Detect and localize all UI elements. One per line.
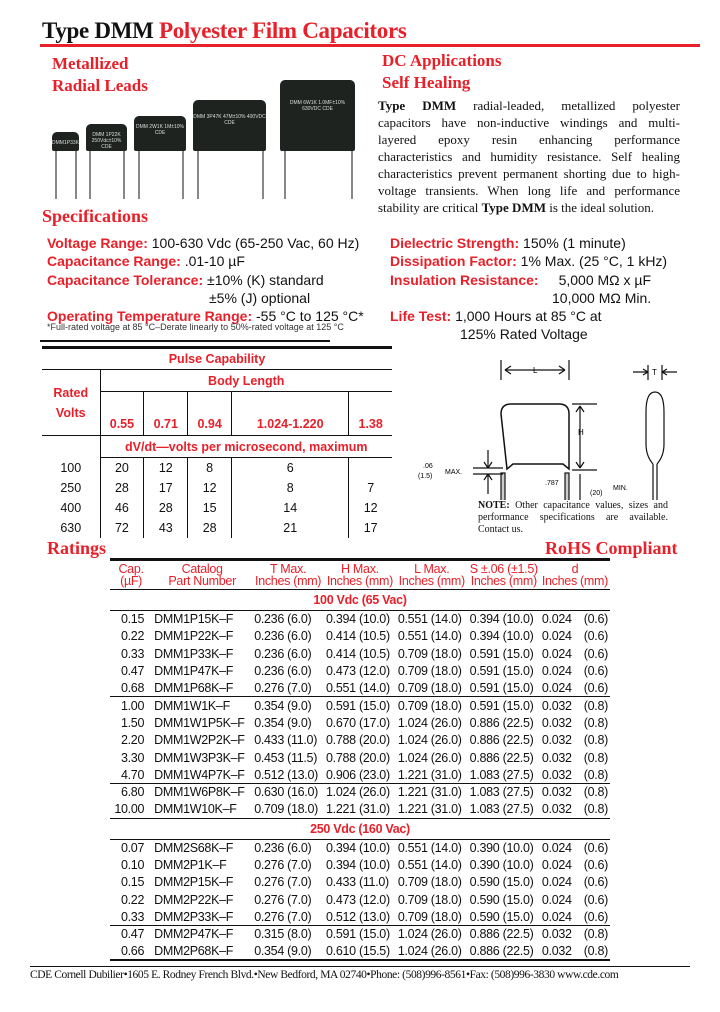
- s-spacing: 1.083 (27.5): [469, 767, 534, 782]
- d-mm: (0.6): [583, 875, 608, 890]
- dvdt-value: 6: [232, 458, 349, 478]
- column-header: [252, 560, 324, 590]
- l-max: 1.221 (31.0): [397, 767, 462, 782]
- column-header-unit: Inches (mm): [398, 574, 465, 588]
- spec-capacitance-tolerance: Capacitance Tolerance: ±10% (K) standard: [47, 272, 324, 288]
- table-row: [110, 645, 610, 662]
- body-length-value: 1.024-1.220: [232, 392, 349, 436]
- dvdt-value: 12: [349, 498, 392, 518]
- part-number: DMM1P15K–F: [154, 612, 234, 627]
- spec-tolerance-optional: ±5% (J) optional: [209, 290, 311, 306]
- dim-label-l: L: [533, 366, 538, 375]
- s-spacing: 0.591 (15.0): [469, 646, 534, 661]
- dvdt-value: 12: [144, 458, 188, 478]
- t-max: 0.276 (7.0): [254, 909, 312, 924]
- section-divider: [40, 340, 330, 342]
- dvdt-value: 8: [232, 478, 349, 498]
- dimension-diagram: [415, 360, 680, 500]
- d-inches: 0.032: [540, 926, 578, 943]
- pulse-table-title: Pulse Capability: [42, 348, 392, 370]
- rohs-compliant-heading: RoHS Compliant: [545, 538, 678, 558]
- part-number: DMM1P68K–F: [154, 681, 234, 696]
- d-mm: (0.8): [578, 926, 610, 943]
- pulse-row: [42, 458, 392, 478]
- s-spacing: 0.390 (10.0): [469, 858, 534, 872]
- part-number: DMM1P47K–F: [154, 664, 234, 679]
- part-number: DMM2P22K–F: [154, 892, 234, 907]
- l-max: 1.221 (31.0): [396, 783, 468, 800]
- d-inches: 0.024: [541, 629, 572, 644]
- table-row: [110, 628, 610, 645]
- dvdt-value: 15: [188, 498, 232, 518]
- cap-value: 0.07: [120, 840, 145, 855]
- pulse-row: [42, 478, 392, 498]
- h-max: 0.591 (15.0): [324, 926, 396, 943]
- spec-voltage-range: Voltage Range: 100-630 Vdc (65-250 Vac, 60 Hz): [47, 235, 360, 251]
- pulse-row: [42, 518, 392, 538]
- table-row: [110, 874, 610, 891]
- part-number: DMM1W1K–F: [152, 697, 252, 714]
- table-row: [110, 926, 610, 943]
- body-length-value: 0.71: [144, 392, 188, 436]
- body-length-header: Body Length: [100, 370, 392, 392]
- page-title: [42, 18, 407, 44]
- d-mm: (0.6): [583, 892, 608, 907]
- table-row: [110, 908, 610, 925]
- h-max: 1.024 (26.0): [324, 783, 396, 800]
- h-max: 0.512 (13.0): [326, 909, 390, 924]
- part-number: DMM1W4P7K–F: [154, 767, 245, 782]
- d-inches: 0.024: [541, 664, 572, 679]
- l-max: 0.551 (14.0): [397, 612, 462, 627]
- body-length-value: 0.94: [188, 392, 232, 436]
- d-inches: 0.024: [541, 612, 572, 627]
- l-max: 0.709 (18.0): [397, 664, 462, 679]
- t-max: 0.630 (16.0): [252, 783, 324, 800]
- pulse-row: [42, 498, 392, 518]
- dvdt-value: 17: [349, 518, 392, 538]
- note-text: Other capacitance values, sizes and performance specifications are available. Contact us.: [478, 500, 668, 535]
- cap-value: 0.68: [120, 681, 145, 696]
- cap-value: 3.30: [120, 750, 145, 765]
- column-header-line: Cap.: [118, 562, 144, 576]
- t-max: 0.354 (9.0): [252, 697, 324, 714]
- d-inches: 0.024: [541, 909, 572, 924]
- cap-value: 6.80: [110, 783, 152, 800]
- table-row: [110, 856, 610, 873]
- table-row: [110, 662, 610, 679]
- t-max: 0.276 (7.0): [254, 892, 312, 907]
- h-max: 0.670 (17.0): [326, 715, 390, 730]
- t-max: 0.236 (6.0): [254, 840, 312, 855]
- dvdt-value: 12: [188, 478, 232, 498]
- spec-capacitance-range: Capacitance Range: .01-10 µF: [47, 253, 245, 269]
- h-max: 0.414 (10.5): [326, 646, 390, 661]
- part-number: DMM2S68K–F: [154, 840, 234, 855]
- s-spacing: 0.886 (22.5): [468, 926, 540, 943]
- footer-contact: CDE Cornell Dubilier•1605 E. Rodney French Blvd.•New Bedford, MA 02740•Phone: (508)996-8561•Fax: (508)996-3830 www.cde.com: [30, 969, 619, 981]
- h-max: 0.473 (12.0): [326, 664, 390, 679]
- table-row: [110, 783, 610, 800]
- rated-volts-value: 630: [42, 518, 100, 538]
- d-mm: (0.6): [583, 858, 608, 872]
- d-inches: 0.032: [541, 943, 572, 958]
- part-number: DMM1W10K–F: [154, 802, 237, 817]
- capacitor-marking: DMM1P33K: [52, 140, 79, 146]
- dvdt-value: 72: [100, 518, 144, 538]
- part-number: DMM1P22K–F: [154, 629, 234, 644]
- title-divider: [40, 44, 700, 47]
- part-number: DMM1P33K–F: [154, 646, 234, 661]
- d-mm: (0.8): [578, 697, 610, 714]
- spec-life-test: Life Test: 1,000 Hours at 85 °C at: [390, 308, 602, 324]
- dvdt-value: 17: [144, 478, 188, 498]
- l-max: 0.709 (18.0): [397, 681, 462, 696]
- cap-value: 1.00: [110, 697, 152, 714]
- dvdt-value: 21: [232, 518, 349, 538]
- intro-text: is the ideal solution.: [545, 200, 654, 215]
- d-inches: 0.024: [541, 646, 572, 661]
- h-max: 0.394 (10.0): [326, 612, 390, 627]
- cap-value: 0.22: [120, 892, 145, 907]
- dvdt-value: 28: [188, 518, 232, 538]
- capacitor-marking: DMM 6W1K 1.0MF±10% 630VDC CDE: [289, 100, 346, 112]
- table-row: [110, 611, 610, 628]
- t-max: 0.276 (7.0): [254, 681, 312, 696]
- column-header: [396, 560, 468, 590]
- dvdt-value: 20: [100, 458, 144, 478]
- footer-divider: [30, 966, 690, 967]
- feature-self-healing: Self Healing: [382, 73, 471, 92]
- table-row: [110, 801, 610, 818]
- spec-dielectric-strength: Dielectric Strength: 150% (1 minute): [390, 235, 626, 251]
- cap-value: 0.33: [120, 909, 145, 924]
- t-max: 0.276 (7.0): [254, 875, 312, 890]
- column-header-line: S ±.06 (±1.5): [469, 562, 538, 576]
- capacitor-marking: DMM 1P22K 250Vdc±10% CDE: [91, 132, 122, 150]
- h-max: 0.414 (10.5): [326, 629, 390, 644]
- dvdt-value: 28: [144, 498, 188, 518]
- capacitor-image: [193, 100, 266, 151]
- t-max: 0.276 (7.0): [254, 858, 312, 872]
- s-spacing: 0.394 (10.0): [469, 629, 534, 644]
- d-mm: (0.6): [583, 840, 608, 855]
- capacitor-image: [86, 124, 127, 151]
- d-mm: (0.8): [583, 715, 608, 730]
- spec-insulation-resistance: Insulation Resistance: 5,000 MΩ x µF: [390, 272, 652, 288]
- voltage-section-label: 100 Vdc (65 Vac): [110, 590, 610, 611]
- feature-metallized: Metallized: [52, 54, 129, 73]
- spec-life-test-voltage: 125% Rated Voltage: [460, 326, 588, 342]
- dvdt-value: 43: [144, 518, 188, 538]
- column-header-line: T Max.: [270, 562, 307, 576]
- d-mm: (0.8): [583, 802, 608, 817]
- feature-radial-leads: Radial Leads: [52, 76, 148, 95]
- s-spacing: 0.394 (10.0): [469, 612, 534, 627]
- table-row: [110, 680, 610, 697]
- dim-label-h: H: [578, 428, 584, 437]
- d-mm: (0.8): [583, 733, 608, 748]
- h-max: 0.551 (14.0): [326, 681, 390, 696]
- s-spacing: 0.590 (15.0): [469, 909, 534, 924]
- cap-value: 4.70: [120, 767, 145, 782]
- dvdt-value: 8: [188, 458, 232, 478]
- l-max: 0.709 (18.0): [397, 875, 462, 890]
- features-right: [382, 50, 502, 94]
- capacitor-image: [280, 80, 355, 151]
- title-product: Polyester Film Capacitors: [158, 18, 407, 43]
- s-spacing: 0.591 (15.0): [469, 681, 534, 696]
- s-spacing: 0.886 (22.5): [469, 750, 534, 765]
- d-inches: 0.032: [541, 715, 572, 730]
- d-inches: 0.032: [540, 697, 578, 714]
- s-spacing: 0.590 (15.0): [469, 875, 534, 890]
- voltage-section-label: 250 Vdc (160 Vac): [110, 818, 610, 839]
- t-max: 0.236 (6.0): [254, 646, 312, 661]
- dim-lead-length: .787: [545, 480, 559, 487]
- column-header: [540, 560, 610, 590]
- t-max: 0.453 (11.5): [254, 750, 318, 765]
- h-max: 0.591 (15.0): [324, 697, 396, 714]
- rated-volts-value: 250: [42, 478, 100, 498]
- intro-paragraph: [378, 97, 680, 216]
- column-header: [152, 560, 252, 590]
- rated-volts-header: Rated Volts: [42, 370, 100, 436]
- l-max: 0.709 (18.0): [397, 909, 462, 924]
- dim-lead-gap-mm: (1.5): [418, 473, 433, 480]
- h-max: 0.788 (20.0): [326, 750, 390, 765]
- table-row: [110, 943, 610, 960]
- d-inches: 0.032: [541, 802, 572, 817]
- column-header-unit: Part Number: [168, 574, 236, 588]
- t-max: 0.236 (6.0): [254, 664, 312, 679]
- intro-product-name: Type DMM: [378, 98, 457, 113]
- column-header-line: H Max.: [341, 562, 379, 576]
- table-row: [110, 714, 610, 731]
- t-max: 0.236 (6.0): [254, 629, 312, 644]
- cap-value: 0.15: [120, 612, 145, 627]
- dvdt-value: 14: [232, 498, 349, 518]
- rated-volts-value: 400: [42, 498, 100, 518]
- voltage-section-row: [110, 818, 610, 839]
- capacitor-marking: DMM 3P47K 47M±10% 400VDC CDE: [193, 114, 266, 126]
- feature-dc-applications: DC Applications: [382, 51, 502, 70]
- dvdt-value: [349, 458, 392, 478]
- column-header-unit: Inches (mm): [470, 574, 537, 588]
- cap-value: 10.00: [114, 802, 145, 817]
- rated-volts-value: 100: [42, 458, 100, 478]
- dvdt-value: 28: [100, 478, 144, 498]
- l-max: 0.709 (18.0): [397, 892, 462, 907]
- t-max: 0.354 (9.0): [254, 715, 312, 730]
- h-max: 0.610 (15.5): [326, 943, 390, 958]
- h-max: 0.788 (20.0): [326, 733, 390, 748]
- table-row: [110, 749, 610, 766]
- s-spacing: 0.390 (10.0): [469, 840, 534, 855]
- intro-product-name: Type DMM: [481, 200, 546, 215]
- part-number: DMM1W3P3K–F: [154, 750, 245, 765]
- column-header-unit: Inches (mm): [255, 574, 322, 588]
- column-header-unit: Inches (mm): [326, 574, 393, 588]
- h-max: 1.221 (31.0): [326, 802, 390, 817]
- part-number: DMM1W6P8K–F: [152, 783, 252, 800]
- ratings-heading: Ratings: [47, 538, 107, 558]
- table-row: [110, 732, 610, 749]
- column-header-line: Catalog: [181, 562, 223, 576]
- l-max: 0.551 (14.0): [397, 858, 462, 872]
- l-max: 1.024 (26.0): [397, 943, 462, 958]
- t-max: 0.354 (9.0): [254, 943, 312, 958]
- cap-value: 0.15: [120, 875, 145, 890]
- h-max: 0.394 (10.0): [326, 858, 390, 872]
- d-mm: (0.8): [583, 750, 608, 765]
- capacitor-marking: DMM 2W1K 1M±10% CDE: [135, 124, 185, 136]
- temperature-footnote: *Full-rated voltage at 85 °C–Derate linearly to 50%-rated voltage at 125 °C: [47, 322, 344, 332]
- t-max: 0.315 (8.0): [252, 926, 324, 943]
- table-row: [110, 766, 610, 783]
- t-max: 0.236 (6.0): [254, 612, 312, 627]
- h-max: 0.433 (11.0): [326, 875, 389, 890]
- cap-value: 0.47: [120, 664, 145, 679]
- cap-value: 1.50: [120, 715, 145, 730]
- s-spacing: 0.591 (15.0): [469, 664, 534, 679]
- dim-label-t: T: [652, 368, 657, 377]
- pulse-capability-table: [42, 346, 392, 538]
- cap-value: 2.20: [120, 733, 145, 748]
- d-inches: 0.024: [541, 892, 572, 907]
- column-header-unit: Inches (mm): [541, 574, 609, 588]
- cap-value: 0.10: [120, 858, 145, 872]
- l-max: 0.551 (14.0): [397, 629, 462, 644]
- s-spacing: 1.083 (27.5): [468, 783, 540, 800]
- dim-lead-gap-suffix: MAX.: [445, 469, 463, 476]
- spec-operating-temperature: Operating Temperature Range: -55 °C to 125 °C*: [47, 308, 364, 324]
- d-mm: (0.8): [583, 767, 608, 782]
- dim-lead-length-mm: (20): [590, 490, 603, 497]
- s-spacing: 0.590 (15.0): [469, 892, 534, 907]
- spec-dissipation-factor: Dissipation Factor: 1% Max. (25 °C, 1 kHz): [390, 253, 668, 269]
- t-max: 0.709 (18.0): [254, 802, 318, 817]
- dim-lead-length-suffix: MIN.: [613, 485, 628, 492]
- table-row: [110, 891, 610, 908]
- d-mm: (0.6): [583, 681, 608, 696]
- column-header-line: d: [571, 562, 579, 576]
- d-mm: (0.8): [578, 783, 610, 800]
- l-max: 1.024 (26.0): [397, 733, 462, 748]
- dvdt-value: 46: [100, 498, 144, 518]
- d-mm: (0.6): [583, 629, 608, 644]
- d-inches: 0.024: [541, 858, 572, 872]
- body-length-value: 0.55: [100, 392, 144, 436]
- l-max: 1.024 (26.0): [397, 715, 462, 730]
- note: [478, 500, 668, 536]
- d-mm: (0.6): [583, 646, 608, 661]
- column-header-line: L Max.: [414, 562, 450, 576]
- d-inches: 0.024: [541, 681, 572, 696]
- column-header-unit: (µF): [120, 574, 143, 588]
- d-inches: 0.024: [541, 840, 572, 855]
- t-max: 0.433 (11.0): [254, 733, 318, 748]
- l-max: 1.024 (26.0): [397, 750, 462, 765]
- column-header: [110, 560, 152, 590]
- l-max: 0.551 (14.0): [397, 840, 462, 855]
- d-mm: (0.8): [583, 943, 608, 958]
- note-label: NOTE:: [478, 500, 510, 511]
- part-number: DMM2P15K–F: [154, 875, 234, 890]
- d-inches: 0.024: [541, 875, 572, 890]
- l-max: 0.709 (18.0): [396, 697, 468, 714]
- s-spacing: 0.591 (15.0): [468, 697, 540, 714]
- l-max: 1.024 (26.0): [396, 926, 468, 943]
- dvdt-value: 7: [349, 478, 392, 498]
- part-number: DMM2P1K–F: [154, 858, 227, 872]
- ratings-table: [110, 558, 610, 961]
- dvdt-unit-header: dV/dt—volts per microsecond, maximum: [100, 436, 392, 458]
- s-spacing: 1.083 (27.5): [469, 802, 534, 817]
- s-spacing: 0.886 (22.5): [469, 715, 534, 730]
- capacitor-image: [52, 132, 79, 151]
- table-row: [110, 697, 610, 714]
- d-inches: 0.032: [541, 750, 572, 765]
- d-inches: 0.032: [541, 733, 572, 748]
- part-number: DMM2P33K–F: [154, 909, 234, 924]
- d-mm: (0.6): [583, 664, 608, 679]
- voltage-section-row: [110, 590, 610, 611]
- l-max: 1.221 (31.0): [397, 802, 462, 817]
- h-max: 0.473 (12.0): [326, 892, 390, 907]
- h-max: 0.394 (10.0): [326, 840, 390, 855]
- capacitor-image: [134, 116, 186, 151]
- cap-value: 0.33: [120, 646, 145, 661]
- dim-lead-gap: .06: [423, 463, 433, 470]
- cap-value: 0.47: [110, 926, 152, 943]
- cap-value: 0.66: [120, 943, 145, 958]
- d-inches: 0.032: [541, 767, 572, 782]
- intro-text: radial-leaded, metallized polyester capacitors have non-inductive windings and multi-layered epoxy resin enhancing performance characteristics and humidity resistance. Self healing characteristics prevent permanent shorting due to high-voltage transients. When long life and performance stability are critical: [378, 98, 681, 215]
- column-header: [324, 560, 396, 590]
- part-number: DMM1W2P2K–F: [154, 733, 245, 748]
- h-max: 0.906 (23.0): [326, 767, 390, 782]
- cap-value: 0.22: [120, 629, 145, 644]
- title-type: Type DMM: [42, 18, 154, 43]
- s-spacing: 0.886 (22.5): [469, 943, 534, 958]
- d-mm: (0.6): [583, 909, 608, 924]
- body-length-value: 1.38: [349, 392, 392, 436]
- specifications-heading: Specifications: [42, 206, 148, 226]
- spec-insulation-min: 10,000 MΩ Min.: [552, 290, 652, 306]
- d-inches: 0.032: [540, 783, 578, 800]
- features-left: [52, 53, 148, 97]
- table-row: [110, 839, 610, 856]
- column-header: [468, 560, 540, 590]
- s-spacing: 0.886 (22.5): [469, 733, 534, 748]
- d-mm: (0.6): [583, 612, 608, 627]
- t-max: 0.512 (13.0): [254, 767, 318, 782]
- part-number: DMM2P47K–F: [152, 926, 252, 943]
- part-number: DMM2P68K–F: [154, 943, 234, 958]
- l-max: 0.709 (18.0): [397, 646, 462, 661]
- part-number: DMM1W1P5K–F: [154, 715, 245, 730]
